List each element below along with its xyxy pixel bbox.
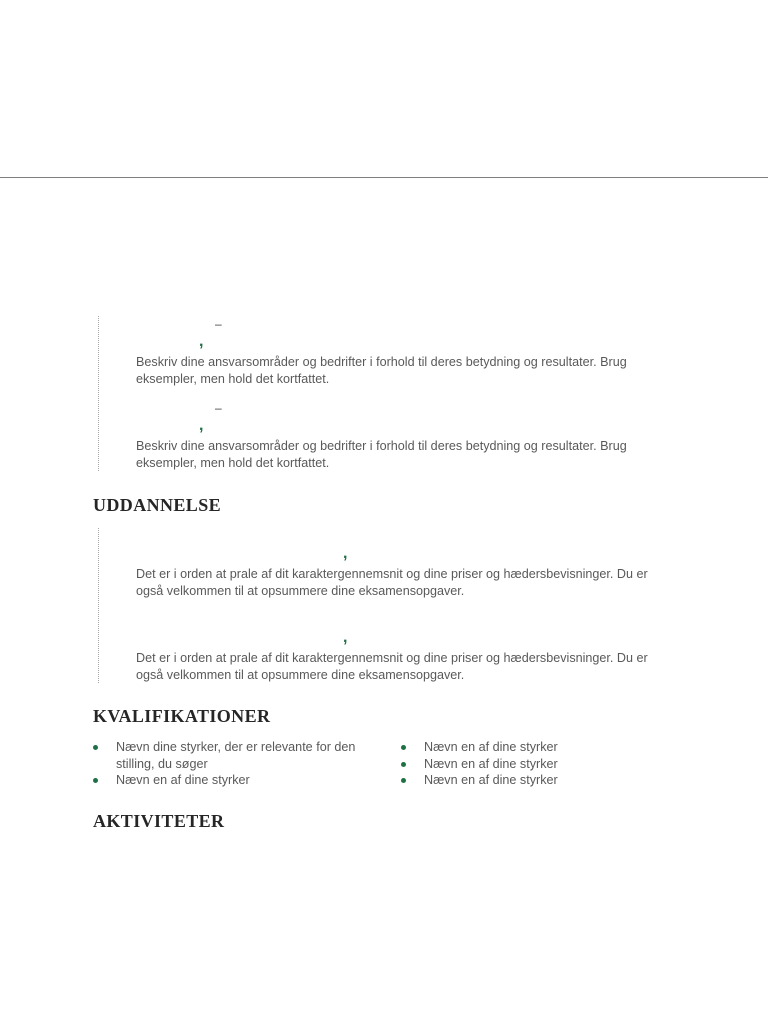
skill-item[interactable]: Nævn en af dine styrker: [400, 772, 660, 789]
education-title-separator: ,: [343, 545, 348, 562]
experience-date-separator: –: [215, 317, 222, 331]
experience-title-separator: ,: [199, 333, 204, 350]
skills-list-left: [92, 739, 377, 789]
education-description[interactable]: Det er i orden at prale af dit karaktergennemsnit og dine priser og hædersbevisninger. Du er også velkommen til at opsummere dine eksamensopgaver.: [136, 651, 648, 682]
education-section: [98, 528, 679, 683]
header-divider: [0, 177, 768, 178]
experience-date-separator: –: [215, 401, 222, 415]
experience-description[interactable]: Beskriv dine ansvarsområder og bedrifter i forhold til deres betydning og resultater. Brug eksempler, men hold det kortfattet.: [136, 355, 627, 386]
experience-section: [98, 316, 679, 471]
education-title-separator: ,: [343, 629, 348, 646]
skill-item[interactable]: Nævn en af dine styrker: [400, 756, 660, 773]
experience-description[interactable]: Beskriv dine ansvarsområder og bedrifter i forhold til deres betydning og resultater. Brug eksempler, men hold det kortfattet.: [136, 439, 627, 470]
skills-list-right: [400, 739, 660, 789]
experience-title-separator: ,: [199, 417, 204, 434]
education-heading: UDDANNELSE: [93, 495, 222, 515]
skill-item[interactable]: Nævn en af dine styrker: [400, 739, 660, 756]
skills-heading: KVALIFIKATIONER: [93, 706, 271, 726]
skill-item[interactable]: Nævn en af dine styrker: [92, 772, 377, 789]
skill-item[interactable]: Nævn dine styrker, der er relevante for den stilling, du søger: [92, 739, 377, 772]
activities-heading: AKTIVITETER: [93, 811, 225, 831]
education-description[interactable]: Det er i orden at prale af dit karaktergennemsnit og dine priser og hædersbevisninger. Du er også velkommen til at opsummere dine eksamensopgaver.: [136, 567, 648, 598]
